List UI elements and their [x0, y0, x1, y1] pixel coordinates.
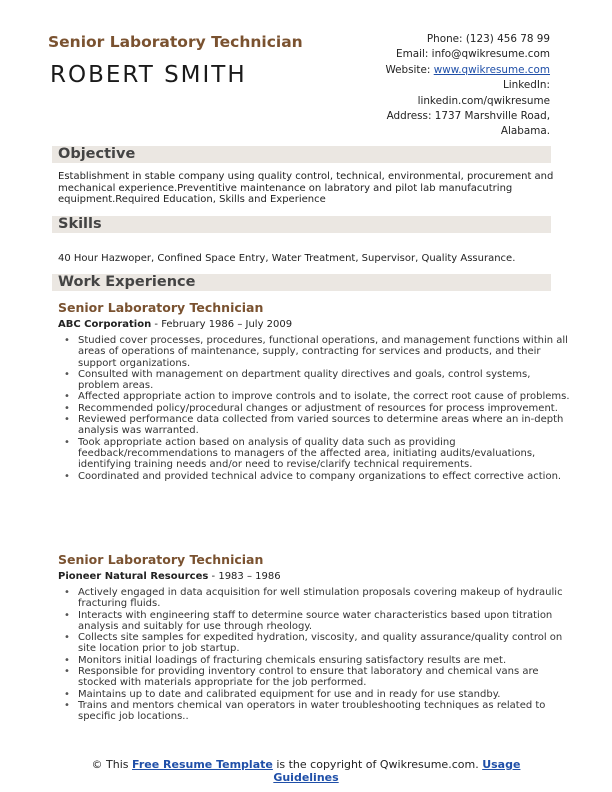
website-link[interactable]: www.qwikresume.com: [433, 63, 550, 76]
job-2-company-line: [58, 571, 281, 582]
list-item: • Trains and mentors chemical van operators in water troubleshooting techniques as related to specific job locations..: [78, 700, 572, 723]
skills-heading: Skills: [58, 216, 102, 232]
skills-section-header: [52, 216, 551, 233]
footer-prefix: © This: [91, 758, 133, 771]
footer-copyright: [0, 758, 612, 784]
job-1-bullets: [58, 335, 572, 482]
contact-email: Email: info@qwikresume.com: [396, 48, 550, 61]
list-item: • Reviewed performance data collected from varied sources to determine areas where an in-depth analysis was warranted.: [78, 414, 572, 437]
list-item: • Interacts with engineering staff to determine source water characteristics based upon titration analysis and suitably for use through rheology.: [78, 610, 572, 633]
job-2-bullets: [58, 587, 572, 723]
footer-middle: is the copyright of Qwikresume.com.: [272, 758, 483, 771]
contact-phone: Phone: (123) 456 78 99: [426, 33, 550, 45]
work-experience-heading: Work Experience: [58, 274, 196, 290]
list-item: • Recommended policy/procedural changes or adjustment of resources for process improvement.: [78, 403, 572, 414]
list-item: • Maintains up to date and calibrated equipment for use and in ready for use standby.: [78, 689, 572, 700]
list-item: • Collects site samples for expedited hydration, viscosity, and quality assurance/quality control on site location prior to job startup.: [78, 632, 572, 655]
list-item: • Took appropriate action based on analysis of quality data such as providing feedback/recommendations to managers of the affected area, initiating audits/evaluations, identifying training needs and/or need to revise/clarify technical requirements.: [78, 437, 572, 471]
contact-block: [385, 32, 550, 140]
usage-link[interactable]: Usage: [482, 758, 521, 771]
job-2-company: Pioneer Natural Resources: [58, 571, 209, 582]
objective-text: Establishment in stable company using quality control, technical, environmental, procurement and mechanical experience.Preventitive maintenance on labratory and pilot lab manufacutring equipment.Required Education, Skills and Experience: [58, 171, 554, 206]
job-2-title: Senior Laboratory Technician: [58, 552, 264, 567]
job-1-dates: - February 1986 – July 2009: [151, 319, 293, 330]
objective-heading: Objective: [58, 146, 136, 162]
linkedin-url: linkedin.com/qwikresume: [417, 94, 550, 107]
job-1-title: Senior Laboratory Technician: [58, 300, 264, 315]
address-line-1: Address: 1737 Marshville Road,: [386, 110, 550, 123]
free-resume-template-link[interactable]: Free Resume Template: [132, 758, 273, 771]
linkedin-label: LinkedIn:: [502, 79, 550, 92]
address-line-2: Alabama.: [500, 125, 550, 138]
candidate-name: ROBERT SMITH: [50, 62, 247, 88]
job-2-dates: - 1983 – 1986: [208, 571, 281, 582]
list-item: • Actively engaged in data acquisition for well stimulation proposals covering makeup of hydraulic fracturing fluids.: [78, 587, 572, 610]
list-item: • Studied cover processes, procedures, functional operations, and management functions within all areas of operations of maintenance, supply, contracting for services and products, and their support organizations.: [78, 335, 572, 369]
list-item: • Monitors initial loadings of fracturing chemicals ensuring satisfactory results are met.: [78, 655, 572, 666]
job-1-company-line: [58, 319, 292, 330]
website-label: Website:: [385, 63, 431, 76]
list-item: • Coordinated and provided technical advice to company organizations to effect corrective action.: [78, 471, 572, 482]
objective-section-header: [52, 146, 551, 163]
skills-text: 40 Hour Hazwoper, Confined Space Entry, Water Treatment, Supervisor, Quality Assurance.: [58, 253, 516, 264]
header-job-title: Senior Laboratory Technician: [48, 33, 303, 51]
list-item: • Consulted with management on department quality directives and goals, control systems, problem areas.: [78, 369, 572, 392]
guidelines-link[interactable]: Guidelines: [273, 771, 339, 784]
list-item: • Responsible for providing inventory control to ensure that laboratory and chemical vans are stocked with materials appropriate for the job performed.: [78, 666, 572, 689]
contact-website: [385, 63, 550, 78]
job-1-company: ABC Corporation: [58, 319, 152, 330]
work-experience-section-header: [52, 274, 551, 291]
list-item: • Affected appropriate action to improve controls and to isolate, the correct root cause of problems.: [78, 391, 572, 402]
